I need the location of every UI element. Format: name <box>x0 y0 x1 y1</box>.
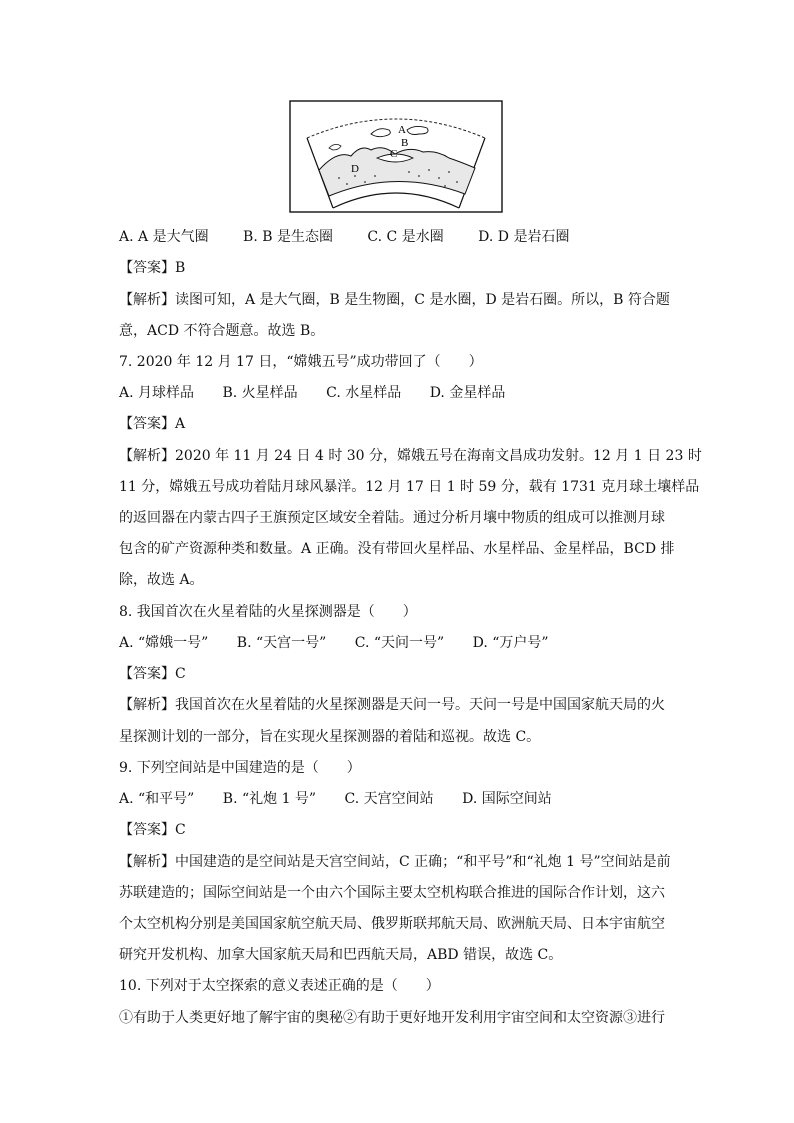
q7-analysis-line: 除，故选 A。 <box>119 572 204 588</box>
q6-analysis-line: 【解析】读图可知，A 是大气圈，B 是生物圈，C 是水圈，D 是岩石圈。所以，B 符合题 <box>119 292 670 308</box>
q8-answer: 【答案】C <box>119 666 186 682</box>
q6-option-d[interactable]: D. D 是岩石圈 <box>478 229 570 245</box>
q8-options <box>119 633 549 653</box>
q7-answer: 【答案】A <box>119 416 186 432</box>
q9-option-c[interactable]: C. 天宫空间站 <box>344 791 434 807</box>
q9-analysis-line: 苏联建造的；国际空间站是一个由六个国际主要太空机构联合推进的国际合作计划，这六 <box>119 885 665 901</box>
q7-option-c[interactable]: C. 水星样品 <box>326 385 402 401</box>
q9-option-a[interactable]: A. “和平号” <box>119 791 195 807</box>
q7-analysis-line: 的返回器在内蒙古四子王旗预定区域安全着陆。通过分析月壤中物质的组成可以推测月球 <box>119 510 665 526</box>
q9-analysis-line: 研究开发机构、加拿大国家航天局和巴西航天局，ABD 错误，故选 C。 <box>119 947 563 963</box>
q7-analysis-line: 【解析】2020 年 11 月 24 日 4 时 30 分，嫦娥五号在海南文昌成功发射。12 月 1 日 23 时 <box>119 448 702 464</box>
q9-option-d[interactable]: D. 国际空间站 <box>462 791 552 807</box>
q7-option-b[interactable]: B. 火星样品 <box>222 385 298 401</box>
q9-analysis-line: 个太空机构分别是美国国家航空航天局、俄罗斯联邦航天局、欧洲航天局、日本宇宙航空 <box>119 916 665 932</box>
q7-option-d[interactable]: D. 金星样品 <box>429 385 506 401</box>
q9-option-b[interactable]: B. “礼炮 1 号” <box>222 791 317 807</box>
label-d: D <box>351 163 359 175</box>
q6-answer: 【答案】B <box>119 260 186 276</box>
q6-option-c[interactable]: C. C 是水圈 <box>367 229 444 245</box>
q10-statement-line: ①有助于人类更好地了解宇宙的奥秘②有助于更好地开发利用宇宙空间和太空资源③进行 <box>119 1010 665 1026</box>
q6-option-b[interactable]: B. B 是生态圈 <box>243 229 333 245</box>
q8-analysis-line: 【解析】我国首次在火星着陆的火星探测器是天问一号。天问一号是中国国家航天局的火 <box>119 697 665 713</box>
q6-options <box>119 227 569 247</box>
q7-options <box>119 383 505 403</box>
q7-analysis-line: 11 分，嫦娥五号成功着陆月球风暴洋。12 月 17 日 1 时 59 分，载有 1731 克月球土壤样品 <box>119 479 700 495</box>
q7-option-a[interactable]: A. 月球样品 <box>119 385 195 401</box>
q6-analysis-line: 意，ACD 不符合题意。故选 B。 <box>119 323 325 339</box>
label-b: B <box>401 137 409 149</box>
q7-stem: 7. 2020 年 12 月 17 日，“嫦娥五号”成功带回了（ ） <box>119 354 483 370</box>
q9-stem: 9. 下列空间站是中国建造的是（ ） <box>119 760 361 776</box>
q8-stem: 8. 我国首次在火星着陆的火星探测器是（ ） <box>119 604 417 620</box>
q9-answer: 【答案】C <box>119 822 186 838</box>
q8-option-d[interactable]: D. “万户号” <box>472 635 549 651</box>
q6-option-a[interactable]: A. A 是大气圈 <box>119 229 209 245</box>
earth-spheres-figure <box>289 100 503 213</box>
cloud-right <box>407 126 428 134</box>
q9-options <box>119 789 552 809</box>
q8-analysis-line: 星探测计划的一部分，旨在实现火星探测器的着陆和巡视。故选 C。 <box>119 729 541 745</box>
earth-spheres-diagram <box>289 100 503 213</box>
label-a: A <box>398 124 406 136</box>
q8-option-b[interactable]: B. “天宫一号” <box>236 635 327 651</box>
q7-analysis-line: 包含的矿产资源种类和数量。A 正确。没有带回火星样品、水星样品、金星样品，BCD 排 <box>119 541 675 557</box>
q8-option-a[interactable]: A. “嫦娥一号” <box>119 635 209 651</box>
label-c: C <box>390 148 398 160</box>
q10-stem: 10. 下列对于太空探索的意义表述正确的是（ ） <box>119 978 440 994</box>
q8-option-c[interactable]: C. “天问一号” <box>354 635 445 651</box>
q9-analysis-line: 【解析】中国建造的是空间站是天宫空间站，C 正确；“和平号”和“礼炮 1 号”空间站是前 <box>119 854 671 870</box>
